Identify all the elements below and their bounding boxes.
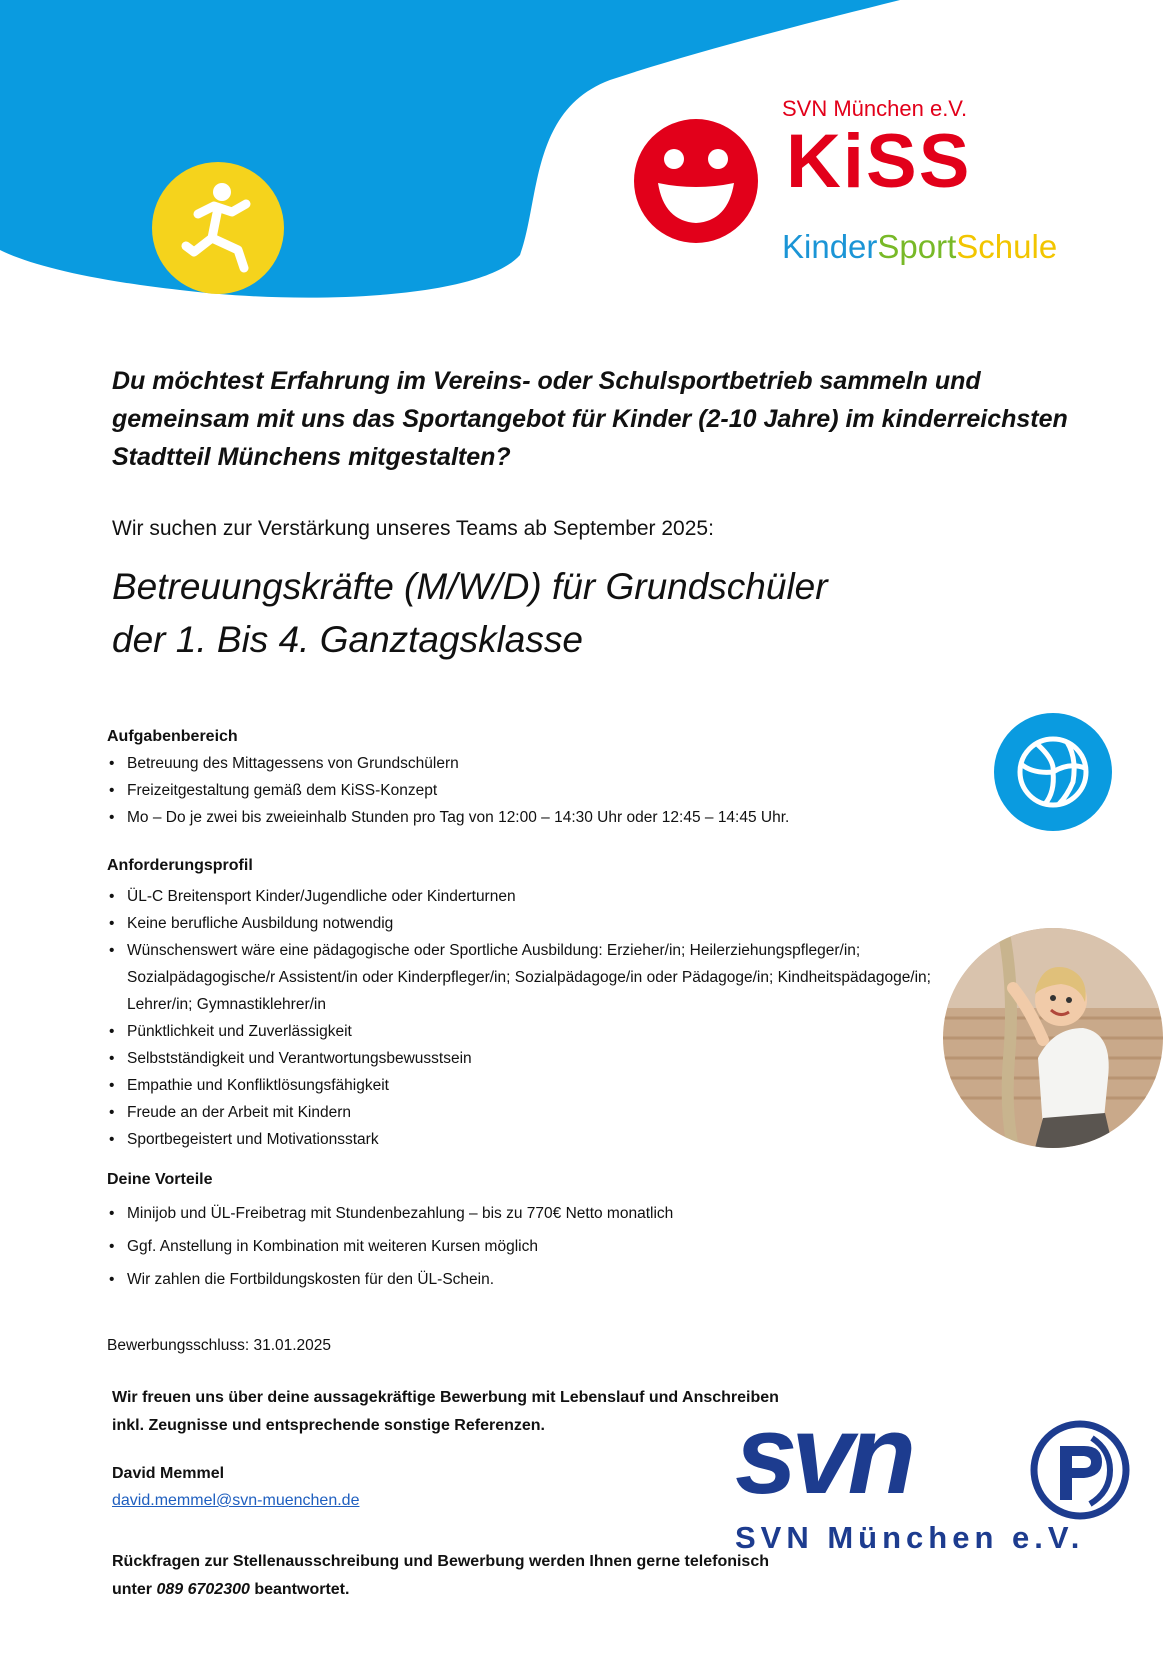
svn-wordmark: svn: [735, 1392, 910, 1517]
volleyball-icon: [993, 712, 1113, 832]
kiss-club-name: SVN München e.V.: [782, 96, 968, 121]
list-item: • Selbstständigkeit und Verantwortungsbewusstsein: [107, 1045, 997, 1072]
svn-club-name: SVN München e.V.: [735, 1520, 1085, 1555]
list-item: • Sportbegeistert und Motivationsstark: [107, 1126, 997, 1153]
requirements-heading: Anforderungsprofil: [107, 857, 253, 874]
benefits-heading: Deine Vorteile: [107, 1171, 213, 1188]
list-item: • Keine berufliche Ausbildung notwendig: [107, 910, 997, 937]
intro-text: Du möchtest Erfahrung im Vereins- oder Schulsportbetrieb sammeln und gemeinsam mit uns das Sportangebot für Kinder (2-10 Jahre) im kinderreichsten Stadtteil Münchens mitgestalten?: [112, 367, 1068, 471]
questions-prefix: Rückfragen zur Stellenausschreibung und Bewerbung werden Ihnen gerne telefonisch unter: [112, 1553, 769, 1598]
list-item: • Betreuung des Mittagessens von Grundschülern: [107, 750, 967, 777]
questions-text: [112, 1548, 812, 1604]
list-item: • Freude an der Arbeit mit Kindern: [107, 1099, 997, 1126]
list-item: • Wir zahlen die Fortbildungskosten für den ÜL-Schein.: [107, 1263, 967, 1296]
list-item: • Freizeitgestaltung gemäß dem KiSS-Konzept: [107, 777, 967, 804]
list-item: • Wünschenswert wäre eine pädagogische oder Sportliche Ausbildung: Erzieher/in; Heilerziehungspfleger/in; Sozialpädagogische/r Assistent/in oder Kinderpfleger/in; Sozialpädagoge/in oder Pädagoge/in; Kindheitspädagoge/in; Lehrer/in; Gymnastiklehrer/in: [107, 937, 997, 1018]
application-text: Wir freuen uns über deine aussagekräftige Bewerbung mit Lebenslauf und Anschreiben inkl. Zeugnisse und entsprechende sonstige Referenzen.: [112, 1389, 779, 1434]
kiss-subtitle: [782, 228, 1057, 266]
requirements-section: [107, 857, 1007, 1153]
contact-email-link[interactable]: david.memmel@svn-muenchen.de: [112, 1492, 360, 1509]
list-item: • Mo – Do je zwei bis zweieinhalb Stunden pro Tag von 12:00 – 14:30 Uhr oder 12:45 – 14:45 Uhr.: [107, 804, 967, 831]
list-item: • Pünktlichkeit und Zuverlässigkeit: [107, 1018, 997, 1045]
list-item: • Minijob und ÜL-Freibetrag mit Stundenbezahlung – bis zu 770€ Netto monatlich: [107, 1197, 967, 1230]
kiss-wordmark: KiSS: [786, 119, 972, 204]
job-title-line: der 1. Bis 4. Ganztagsklasse: [112, 619, 583, 660]
smiley-icon: [632, 117, 760, 245]
list-item: • Ggf. Anstellung in Kombination mit weiteren Kursen möglich: [107, 1230, 967, 1263]
benefits-section: [107, 1171, 967, 1296]
tasks-list: [107, 750, 967, 831]
job-title: [112, 560, 1092, 666]
phone-number: 089 6702300: [156, 1581, 250, 1598]
runner-icon: [150, 160, 286, 296]
tasks-heading: Aufgabenbereich: [107, 728, 238, 745]
list-item: • Empathie und Konfliktlösungsfähigkeit: [107, 1072, 997, 1099]
kiss-subtitle-schule: Schule: [956, 228, 1058, 265]
tasks-section: [107, 728, 967, 831]
contact-name: David Memmel: [112, 1465, 225, 1482]
kiss-subtitle-sport: Sport: [877, 228, 957, 265]
questions-suffix: beantwortet.: [249, 1581, 350, 1598]
application-deadline: Bewerbungsschluss: 31.01.2025: [107, 1337, 332, 1354]
benefits-list: [107, 1197, 967, 1296]
kiss-subtitle-kinder: Kinder: [782, 228, 878, 265]
list-item: • ÜL-C Breitensport Kinder/Jugendliche oder Kinderturnen: [107, 883, 997, 910]
requirements-list: [107, 883, 997, 1153]
svn-emblem-icon: [1030, 1420, 1130, 1520]
job-title-line: Betreuungskräfte (M/W/D) für Grundschüler: [112, 566, 828, 607]
seeking-text: Wir suchen zur Verstärkung unseres Teams ab September 2025:: [112, 517, 714, 540]
